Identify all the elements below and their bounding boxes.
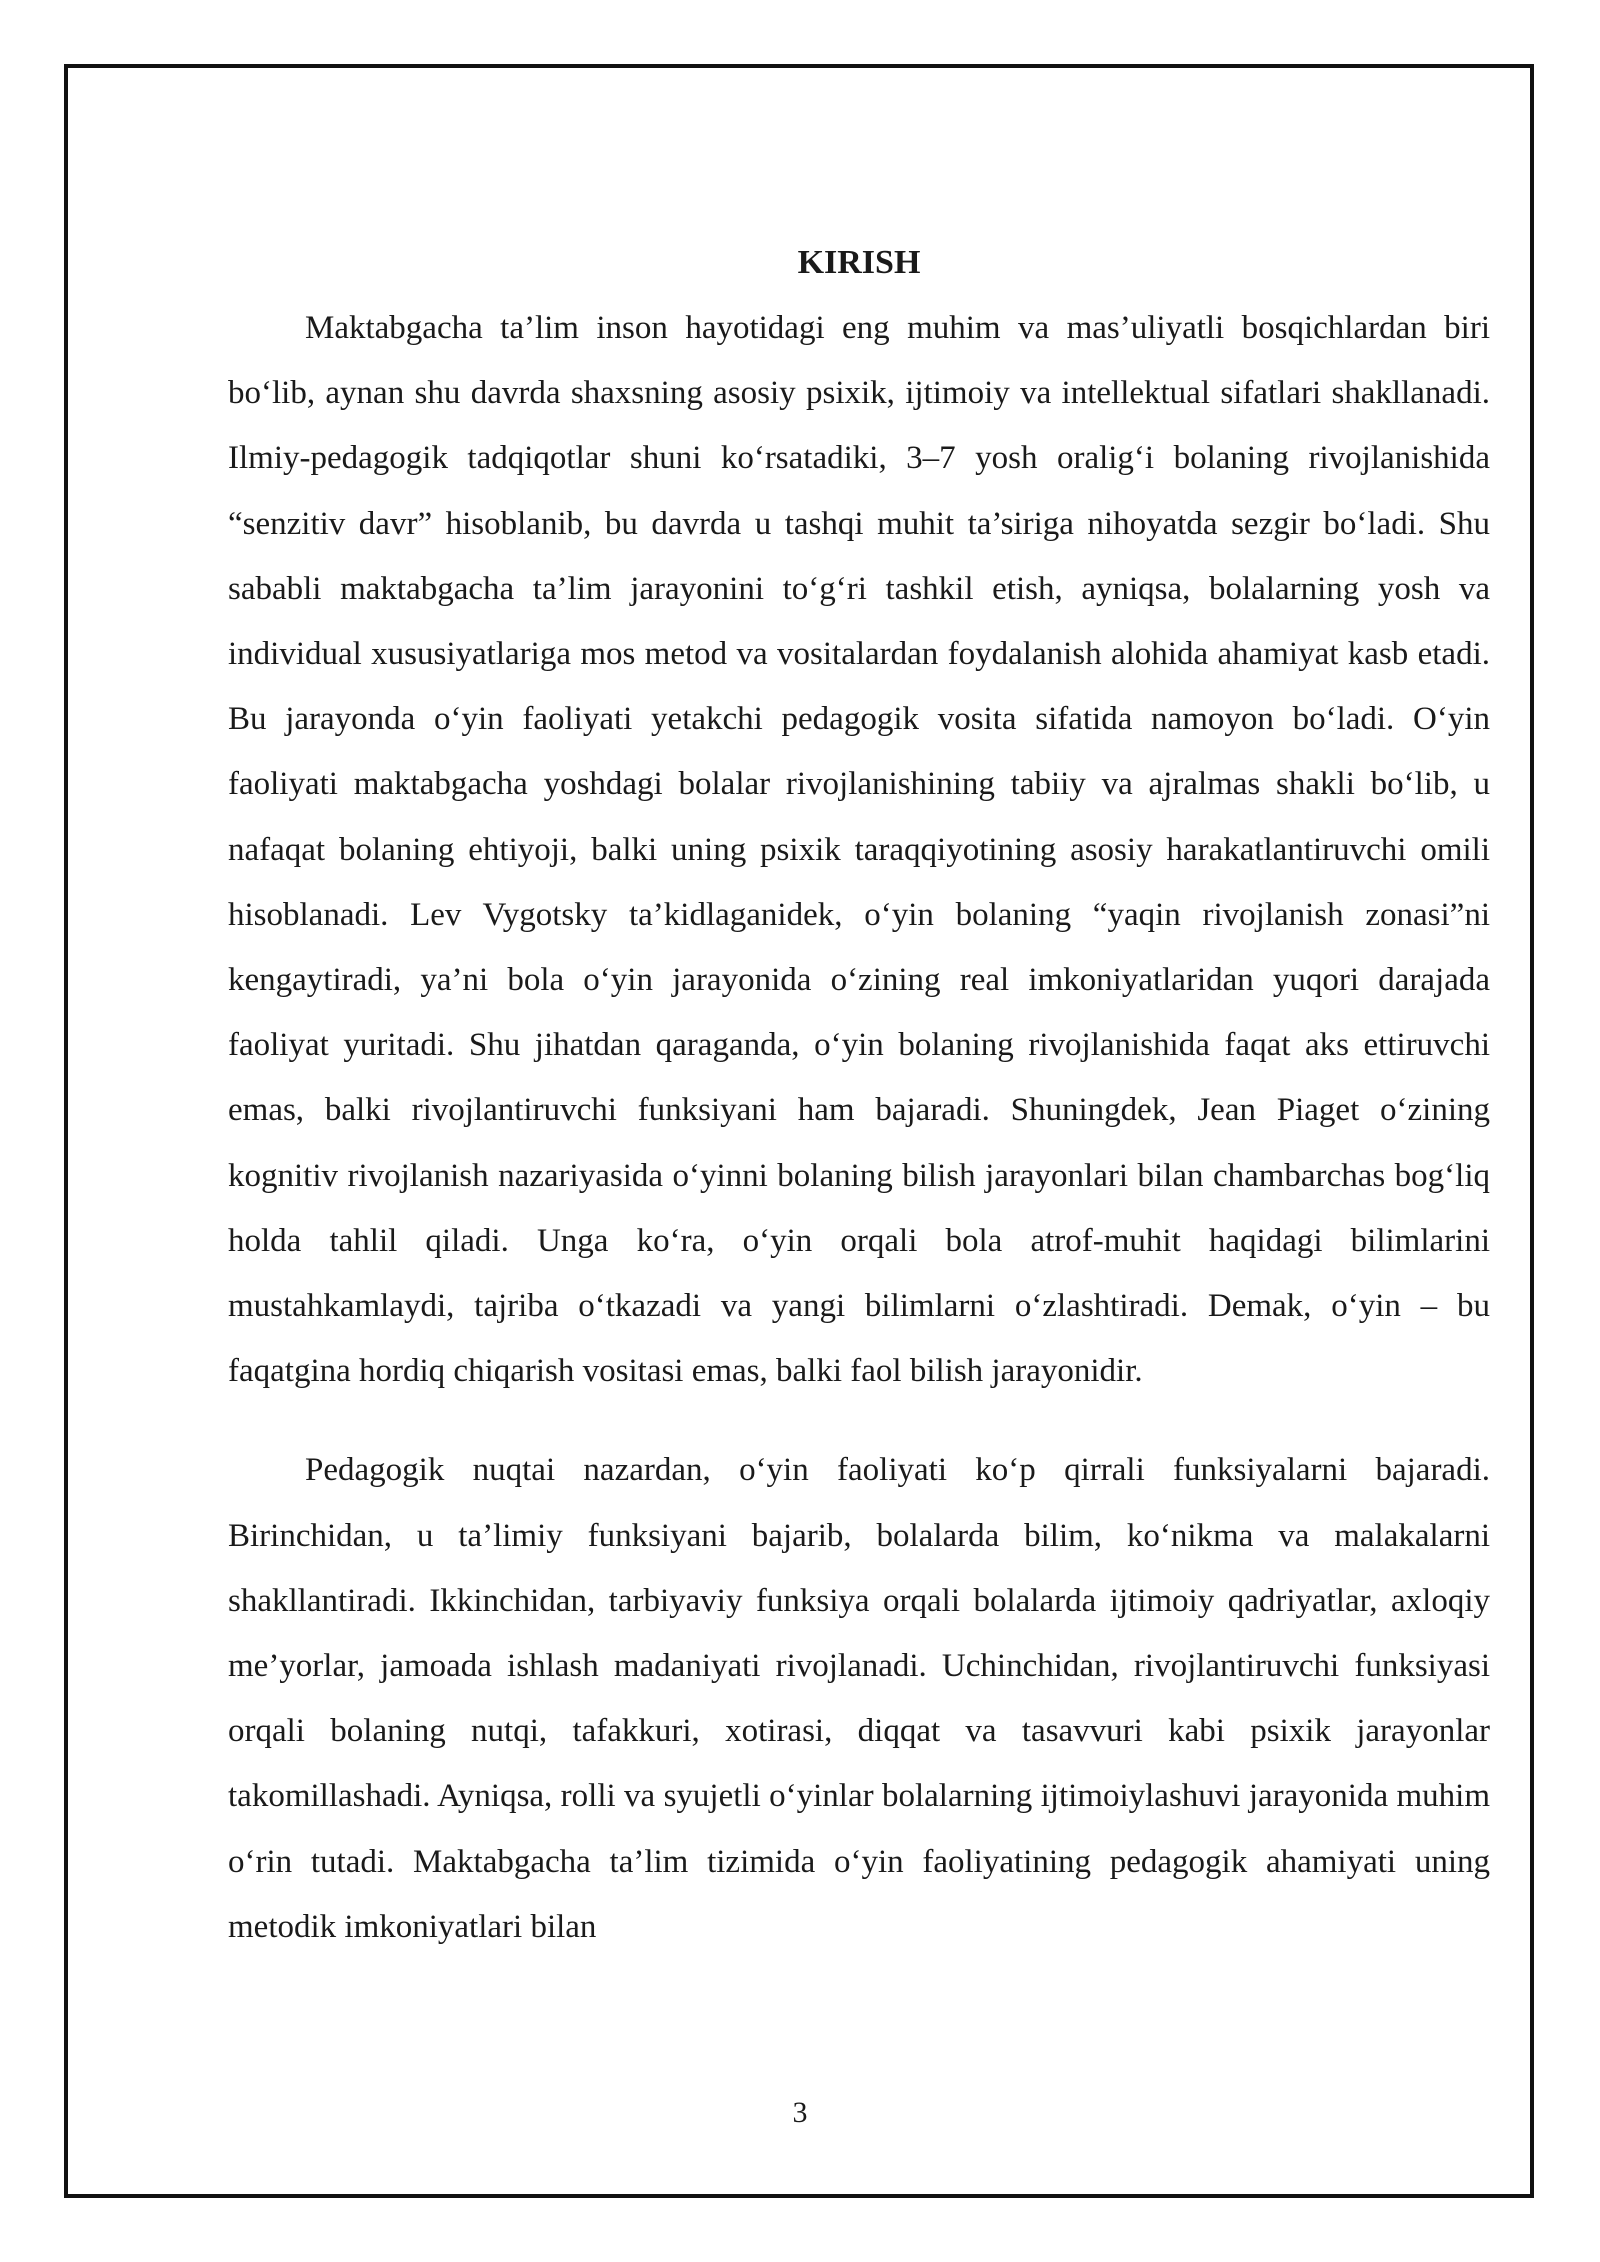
section-title: KIRISH [797,244,921,281]
document-body [228,236,1490,1960]
paragraph-2: Pedagogik nuqtai nazardan, o‘yin faoliyati ko‘p qirrali funksiyalarni bajaradi. Birinchidan, u ta’limiy funksiyani bajarib, bolalarda bilim, ko‘nikma va malakalarni shakllantiradi. Ikkinchidan, tarbiyaviy funksiya orqali bolalarda ijtimoiy qadriyatlar, axloqiy me’yorlar, jamoada ishlash madaniyati rivojlanadi. Uchinchidan, rivojlantiruvchi funksiyasi orqali bolaning nutqi, tafakkuri, xotirasi, diqqat va tasavvuri kabi psixik jarayonlar takomillashadi. Ayniqsa, rolli va syujetli o‘yinlar bolalarning ijtimoiylashuvi jarayonida muhim o‘rin tutadi. Maktabgacha ta’lim tizimida o‘yin faoliyatining pedagogik ahamiyati uning metodik imkoniyatlari bilan [228,1452,1490,1945]
page-number: 3 [792,2096,808,2129]
paragraph-1: Maktabgacha ta’lim inson hayotidagi eng muhim va mas’uliyatli bosqichlardan biri bo‘lib, aynan shu davrda shaxsning asosiy psixik, ijtimoiy va intellektual sifatlari shakllanadi. Ilmiy-pedagogik tadqiqotlar shuni ko‘rsatadiki, 3–7 yosh oralig‘i bolaning rivojlanishida “senzitiv davr” hisoblanib, bu davrda u tashqi muhit ta’siriga nihoyatda sezgir bo‘ladi. Shu sababli maktabgacha ta’lim jarayonini to‘g‘ri tashkil etish, ayniqsa, bolalarning yosh va individual xususiyatlariga mos metod va vositalardan foydalanish alohida ahamiyat kasb etadi. Bu jarayonda o‘yin faoliyati yetakchi pedagogik vosita sifatida namoyon bo‘ladi. O‘yin faoliyati maktabgacha yoshdagi bolalar rivojlanishining tabiiy va ajralmas shakli bo‘lib, u nafaqat bolaning ehtiyoji, balki uning psixik taraqqiyotining asosiy harakatlantiruvchi omili hisoblanadi. Lev Vygotsky ta’kidlaganidek, o‘yin bolaning “yaqin rivojlanish zonasi”ni kengaytiradi, ya’ni bola o‘yin jarayonida o‘zining real imkoniyatlaridan yuqori darajada faoliyat yuritadi. Shu jihatdan qaraganda, o‘yin bolaning rivojlanishida faqat aks ettiruvchi emas, balki rivojlantiruvchi funksiyani ham bajaradi. Shuningdek, Jean Piaget o‘zining kognitiv rivojlanish nazariyasida o‘yinni bolaning bilish jarayonlari bilan chambarchas bog‘liq holda tahlil qiladi. Unga ko‘ra, o‘yin orqali bola atrof-muhit haqidagi bilimlarini mustahkamlaydi, tajriba o‘tkazadi va yangi bilimlarni o‘zlashtiradi. Demak, o‘yin – bu faqatgina hordiq chiqarish vositasi emas, balki faol bilish jarayonidir. [228,310,1490,1390]
